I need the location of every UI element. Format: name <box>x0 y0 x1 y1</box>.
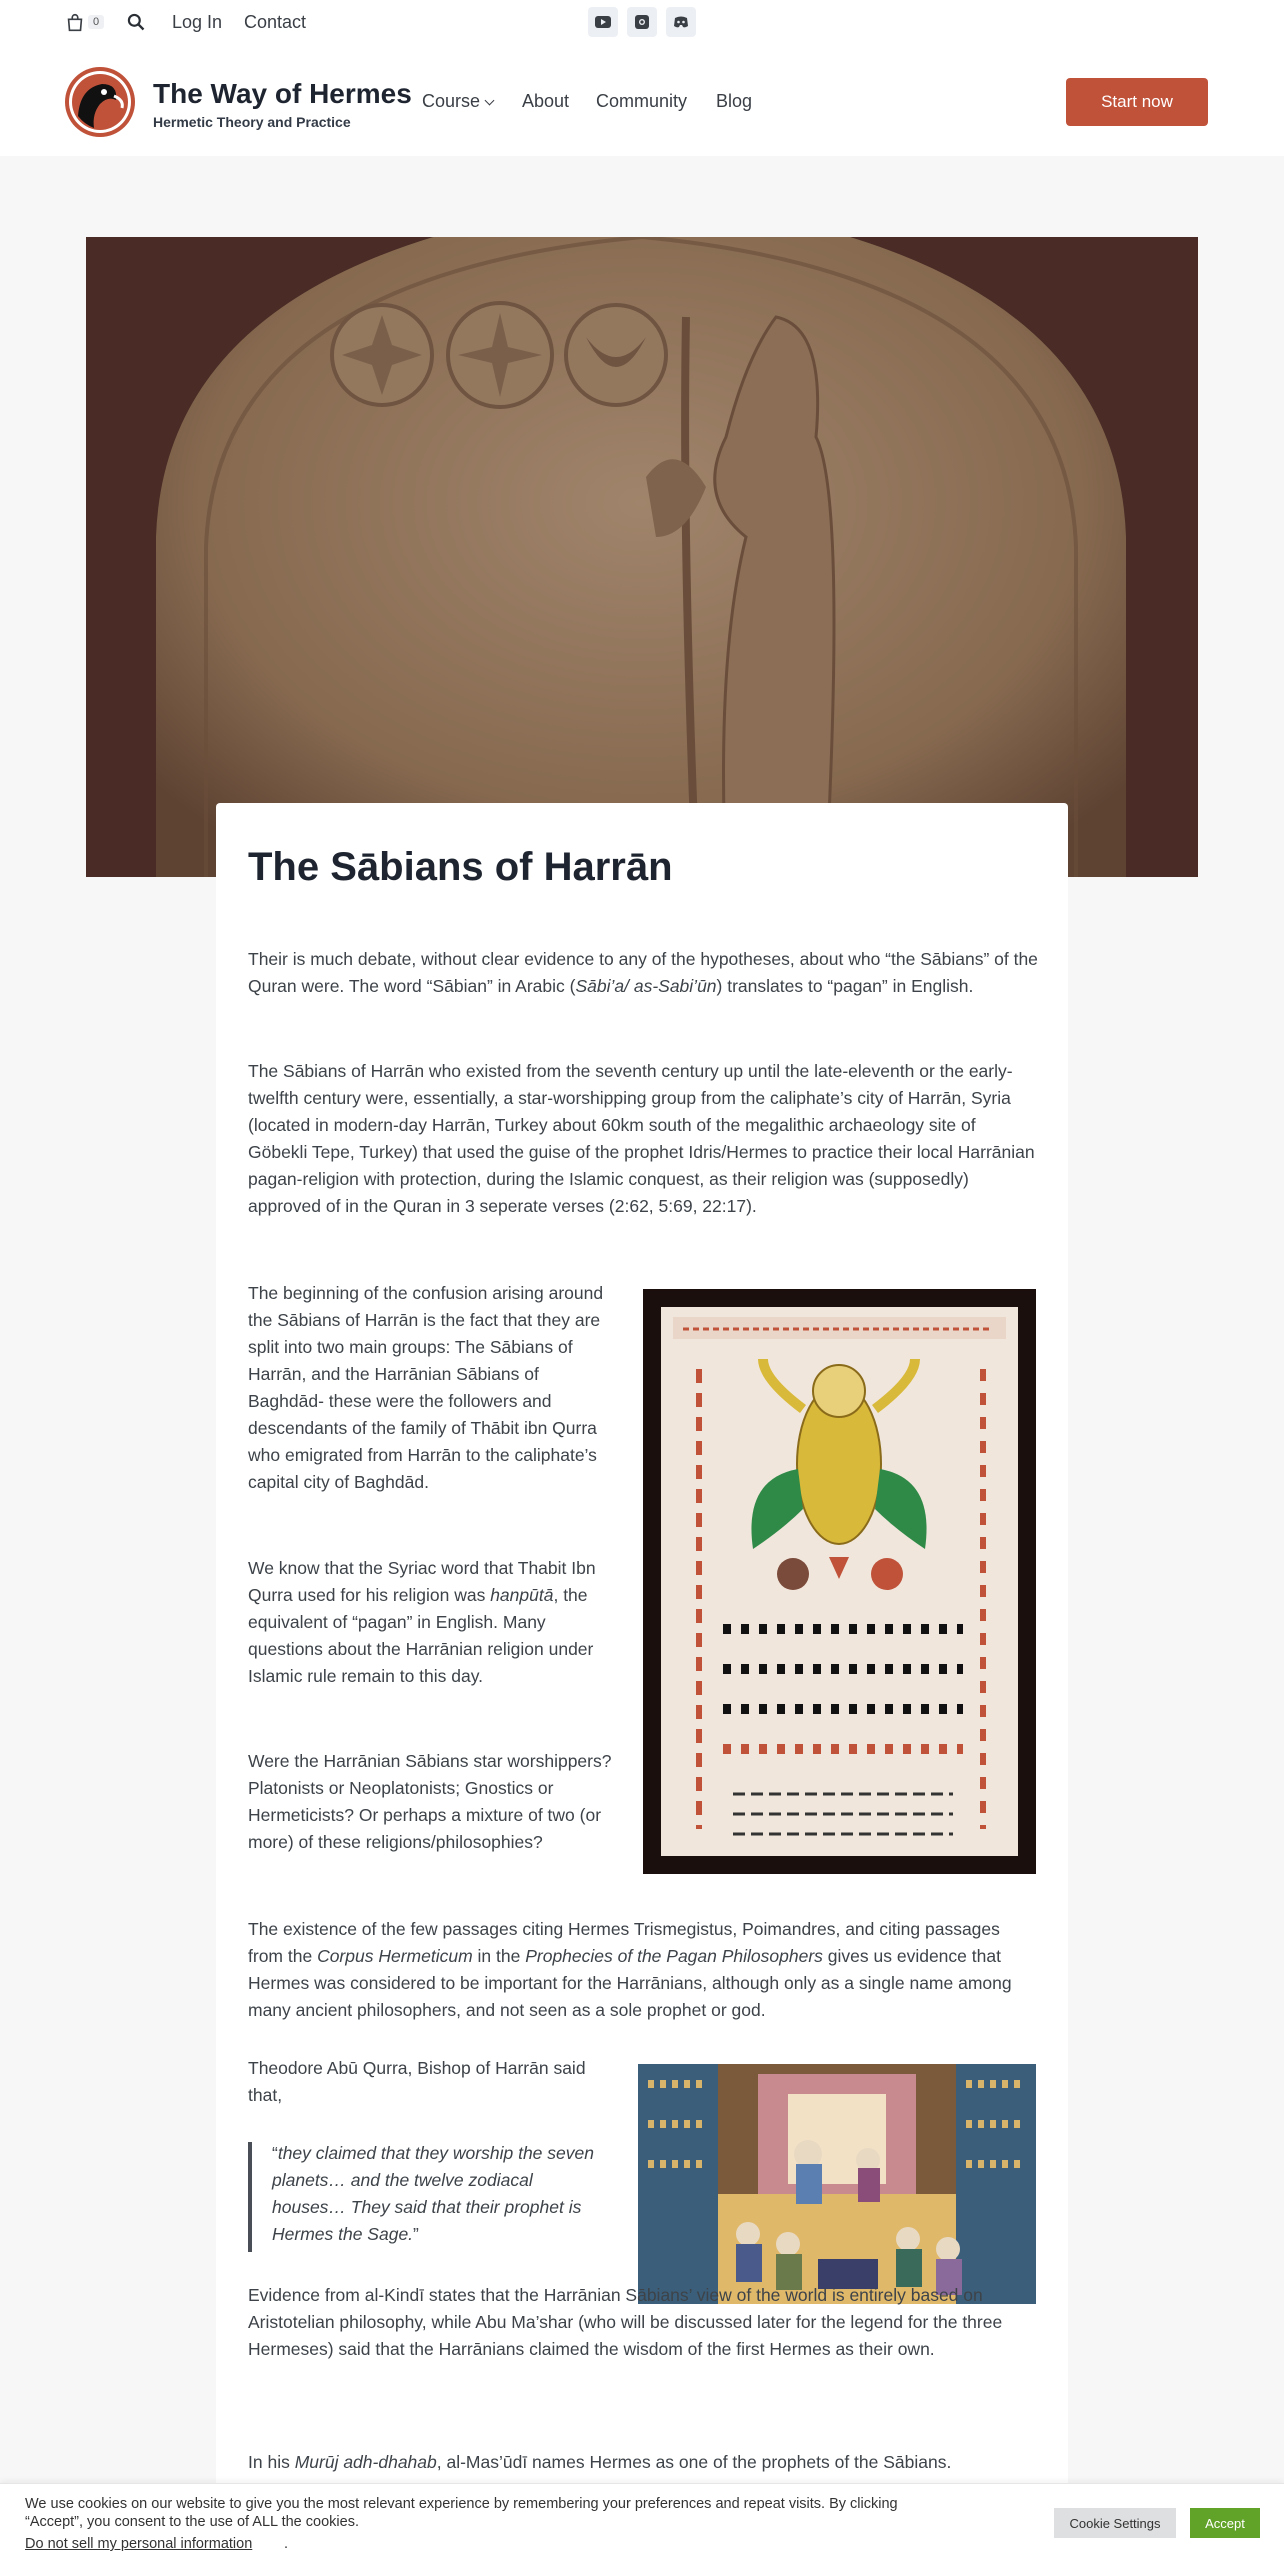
paragraph-3: The beginning of the confusion arising around the Sābians of Harrān is the fact that they are split into two main groups: The Sābians of Harrān, and the Harrānian Sābians of Baghdād- these were the followers and descendants of the family of Thābit ibn Qurra who emigrated from Harrān to the caliphate’s capital city of Baghdād. <box>248 1283 604 1492</box>
cookie-settings-button[interactable]: Cookie Settings <box>1054 2508 1176 2538</box>
paragraph-1-italic: Sābi’a/ as-Sabi’ūn <box>575 976 717 996</box>
paragraph-9-text-b: , al-Mas’ūdī names Hermes as one of the prophets of the Sābians. <box>436 2452 952 2472</box>
cookie-notice-text: We use cookies on our website to give you the most relevant experience by remembering your preferences and repeat visits. By clicking “Accept”, you consent to the use of ALL the cookies. <box>25 2496 898 2530</box>
do-not-sell-label: Do not sell my personal information <box>25 2536 253 2552</box>
paragraph-1-text-a: Their is much debate, without clear evidence to any of the hypotheses, about who “the Sābians” of the Quran were. The word “Sābian” in Arabic ( <box>248 949 1038 996</box>
quote-text: they claimed that they worship the seven planets… and the twelve zodiacal houses… They said that their prophet is Hermes the Sage. <box>272 2143 594 2244</box>
nav-blog[interactable]: Blog <box>716 91 753 111</box>
site-logo[interactable] <box>64 66 136 138</box>
paragraph-6-italic-1: Corpus Hermeticum <box>317 1946 473 1966</box>
manuscript-image <box>643 1289 1036 1874</box>
paragraph-4-text-a: We know that the Syriac word that Thabit Ibn Qurra used for his religion was <box>248 1558 596 1605</box>
paragraph-2: The Sābians of Harrān who existed from the seventh century up until the late-eleventh or the early-twelfth century were, essentially, a star-worshipping group from the caliphate’s city of Harrān, Syria (located in modern-day Harrān, Turkey about 60km south of the megalithic archaeology site of Göbekli Tepe, Turkey) that used the guise of the prophet Idris/Hermes to practice their local Harrānian pagan-religion with protection, during the Islamic conquest, as their religion was (supposedly) approved of in the Quran in 3 seperate verses (2:62, 5:69, 22:17). <box>248 1061 1035 1216</box>
login-link[interactable]: Log In <box>172 12 223 32</box>
article-title: The Sābians of Harrān <box>248 845 673 889</box>
paragraph-4-italic: hanpūtā <box>490 1585 554 1605</box>
top-bar <box>0 0 1284 48</box>
paragraph-6-italic-2: Prophecies of the Pagan Philosophers <box>525 1946 823 1966</box>
search-icon[interactable] <box>126 12 146 32</box>
paragraph-9-text-a: In his <box>248 2452 295 2472</box>
youtube-icon[interactable] <box>588 7 618 37</box>
nav-course[interactable] <box>422 91 493 112</box>
quote-open-mark: “ <box>272 2143 278 2163</box>
nav-course-label: Course <box>422 91 481 111</box>
cookie-link-period: . <box>284 2536 289 2552</box>
paragraph-1 <box>248 946 1038 1000</box>
chevron-down-icon <box>485 96 495 106</box>
site-tagline: Hermetic Theory and Practice <box>153 114 351 130</box>
paragraph-8 <box>248 2282 1038 2363</box>
start-now-button[interactable]: Start now <box>1066 78 1208 126</box>
paragraph-7: Theodore Abū Qurra, Bishop of Harrān said that, <box>248 2058 586 2105</box>
do-not-sell-link[interactable] <box>25 2536 252 2552</box>
contact-link[interactable]: Contact <box>244 12 307 32</box>
nav-community[interactable]: Community <box>596 91 688 111</box>
miniature-painting-image <box>638 2064 1036 2304</box>
paragraph-5: Were the Harrānian Sābians star worshippers? Platonists or Neoplatonists; Gnostics or Hermeticists? Or perhaps a mixture of two (or more) of these religions/philosophies? <box>248 1751 612 1852</box>
paragraph-1-text-b: ) translates to “pagan” in English. <box>716 976 974 996</box>
paragraph-4 <box>248 1555 616 1690</box>
hero-image <box>86 237 1198 877</box>
instagram-icon[interactable] <box>627 7 657 37</box>
discord-icon[interactable] <box>666 7 696 37</box>
paragraph-6 <box>248 1916 1038 2024</box>
paragraph-4-text-b: , the equivalent of “pagan” in English. Many questions about the Harrānian religion under Islamic rule remain to this day. <box>248 1585 594 1686</box>
quote-close-mark: ” <box>413 2224 419 2244</box>
paragraph-6-text-a: The existence of the few passages citing Hermes Trismegistus, Poimandres, and citing passages from the <box>248 1919 1000 1966</box>
accept-cookies-button[interactable]: Accept <box>1190 2508 1260 2538</box>
paragraph-9 <box>248 2449 1038 2476</box>
nav-about[interactable]: About <box>522 91 570 111</box>
paragraph-8-text: Evidence from al-Kindī states that the Harrānian Sābians’ view of the world is entirely based on Aristotelian philosophy, while Abu Ma’shar (who will be discussed later for the legend for the three Hermeses) said that the Harrānians claimed the wisdom of the first Hermes as their own. <box>248 2285 1003 2359</box>
paragraph-6-text-b: in the <box>472 1946 526 1966</box>
shopping-bag-icon[interactable] <box>64 12 86 34</box>
cart-count-badge: 0 <box>88 15 104 29</box>
site-header <box>0 48 1284 156</box>
paragraph-9-italic: Murūj adh-dhahab <box>294 2452 437 2472</box>
site-title[interactable]: The Way of Hermes <box>153 78 412 109</box>
paragraph-6-text-c: gives us evidence that Hermes was considered to be important for the Harrānians, although only as a single name among many ancient philosophers, and not seen as a sole prophet or god. <box>248 1946 1012 2020</box>
blockquote <box>272 2140 602 2248</box>
